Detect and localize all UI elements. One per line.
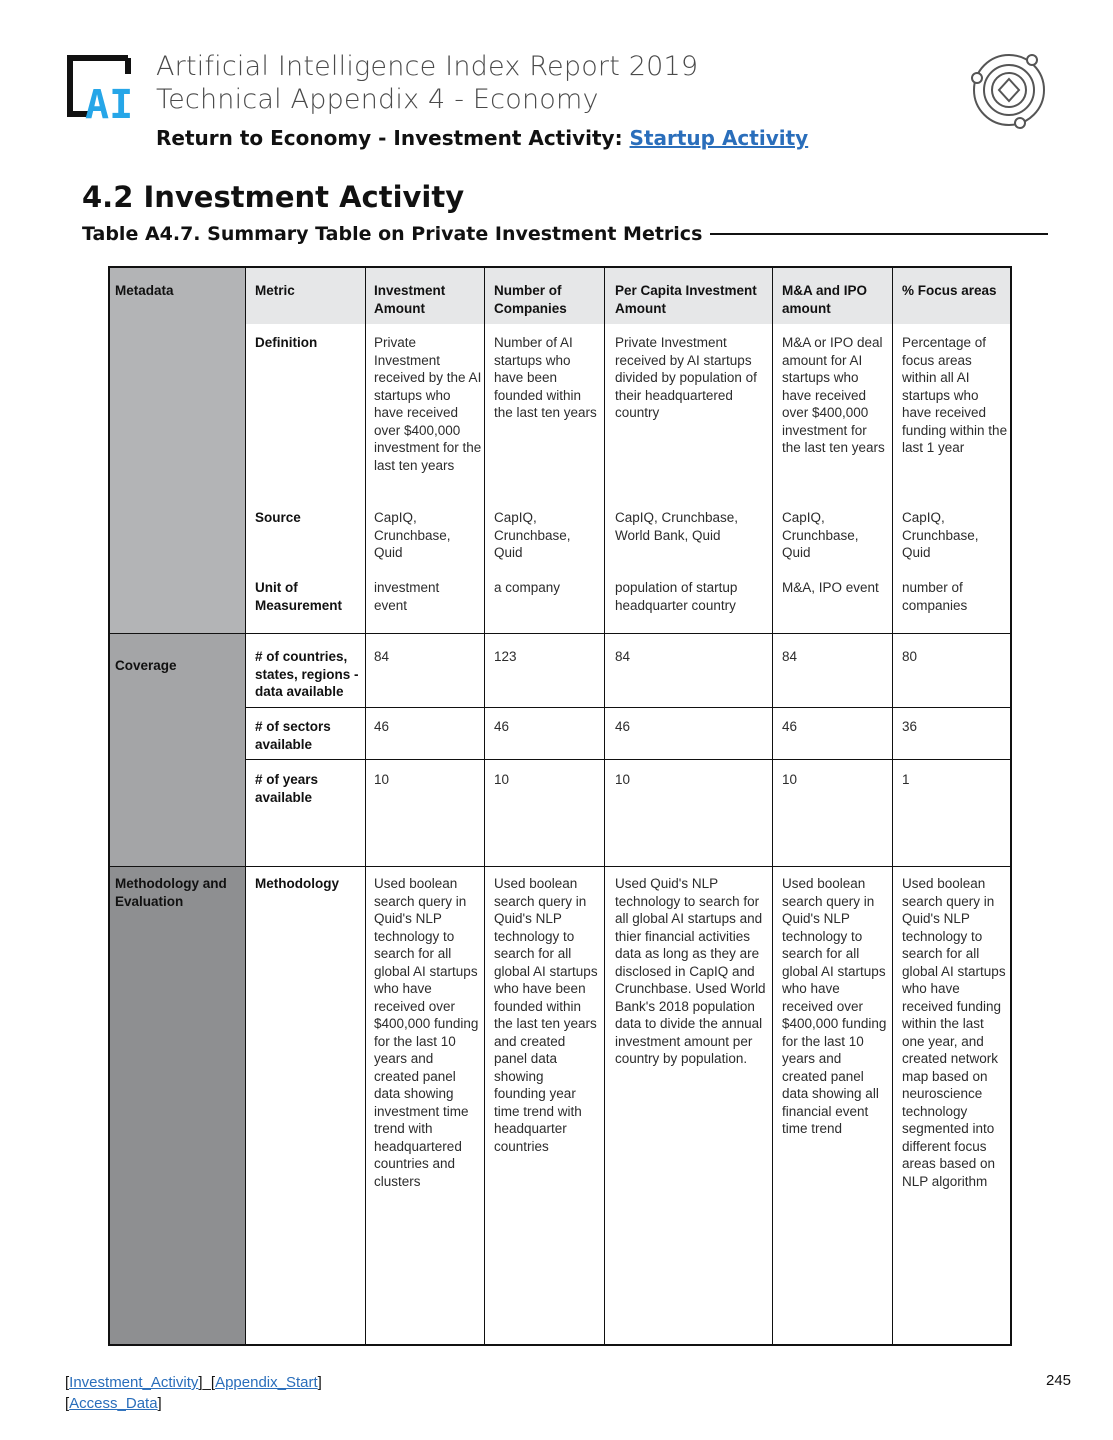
report-title-line1: Artificial Intelligence Index Report 2019 [156,51,699,82]
unit-ma-ipo: M&A, IPO event [782,580,879,595]
header-per-capita: Per Capita Investment Amount [615,283,757,316]
countries-per-capita: 84 [615,649,631,664]
report-title [156,50,698,116]
source-number-of-companies: CapIQ, Crunchbase, Quid [494,510,571,560]
section-title: 4.2 Investment Activity [82,180,465,214]
col-divider [484,268,485,1344]
row-label-methodology: Methodology [255,876,339,891]
countries-focus-areas: 80 [902,649,918,664]
row-label-years: # of years available [255,772,319,805]
row-label-source: Source [255,510,301,525]
source-ma-ipo: CapIQ, Crunchbase, Quid [782,510,859,560]
sectors-investment-amount: 46 [374,719,390,734]
definition-focus-areas: Percentage of focus areas within all AI startups who have received funding within the last 1 year [902,335,1008,455]
logo-text: AI [85,82,134,120]
methodology-group-bg [110,866,245,1344]
col-divider [772,268,773,1344]
startup-activity-link[interactable]: Startup Activity [629,126,809,150]
header-investment-amount: Investment Amount [374,283,446,316]
years-number-of-companies: 10 [494,772,510,787]
source-focus-areas: CapIQ, Crunchbase, Quid [902,510,979,560]
methodology-focus-areas: Used boolean search query in Quid's NLP technology to search for all global AI startups who have received funding within the last one year, and created network map based on neuroscience technology segmented into different focus areas based on NLP algorithm [902,876,1006,1189]
unit-investment-amount: investment event [374,580,440,613]
table-title-rule [710,233,1048,235]
unit-focus-areas: number of companies [902,580,968,613]
ai-index-logo [64,52,142,120]
sectors-number-of-companies: 46 [494,719,510,734]
years-investment-amount: 10 [374,772,390,787]
col-divider [604,268,605,1344]
definition-investment-amount: Private Investment received by the AI startups who have received over $400,000 investment for the last ten years [374,335,482,473]
methodology-investment-amount: Used boolean search query in Quid's NLP technology to search for all global AI startups who have received over $400,000 funding for the last 10 years and created panel data showing investment time trend with headquartered countries and clusters [374,876,479,1189]
source-investment-amount: CapIQ, Crunchbase, Quid [374,510,451,560]
sectors-per-capita: 46 [615,719,631,734]
countries-number-of-companies: 123 [494,649,517,664]
return-prefix: Return to Economy - Investment Activity: [156,126,630,150]
header-metadata: Metadata [115,283,174,298]
footer-links: [Investment_Activity]_[Appendix_Start] [Access_Data] [65,1374,322,1412]
metadata-group-bg [110,268,245,633]
col-divider [892,268,893,1344]
unit-number-of-companies: a company [494,580,561,595]
group-coverage: Coverage [115,658,177,673]
years-per-capita: 10 [615,772,631,787]
return-line [156,126,808,150]
row-label-unit: Unit of Measurement [255,580,343,613]
col-divider [245,268,246,1344]
header-ma-ipo: M&A and IPO amount [782,283,868,316]
investment-metrics-table [108,266,1012,1346]
definition-ma-ipo: M&A or IPO deal amount for AI startups who have received over $400,000 investment for the last ten years [782,335,885,455]
methodology-number-of-companies: Used boolean search query in Quid's NLP technology to search for all global AI startups who have been founded within the last ten years and created panel data showing founding year time trend with headquarter countries [494,876,598,1154]
table-title-text: Table A4.7. Summary Table on Private Investment Metrics [82,223,703,245]
countries-investment-amount: 84 [374,649,390,664]
methodology-ma-ipo: Used boolean search query in Quid's NLP technology to search for all global AI startups who have received over $400,000 funding for the last 10 years and created panel data showing all financial event time trend [782,876,887,1136]
col-divider [365,268,366,1344]
unit-per-capita: population of startup headquarter country [615,580,738,613]
access-data-link[interactable]: Access_Data [69,1395,158,1412]
header-metric: Metric [255,283,295,298]
years-focus-areas: 1 [902,772,910,787]
report-title-line2: Technical Appendix 4 - Economy [156,84,599,115]
appendix-start-link[interactable]: Appendix_Start [215,1374,318,1391]
group-methodology: Methodology and Evaluation [115,876,227,909]
definition-number-of-companies: Number of AI startups who have been founded within the last ten years [494,335,597,420]
header-focus-areas: % Focus areas [902,283,997,298]
row-label-countries: # of countries, states, regions - data available [255,649,359,699]
row-label-definition: Definition [255,335,318,350]
header-number-of-companies: Number of Companies [494,283,567,316]
sectors-focus-areas: 36 [902,719,918,734]
definition-per-capita: Private Investment received by AI startups divided by population of their headquartered country [615,335,757,420]
methodology-per-capita: Used Quid's NLP technology to search for all global AI startups and thier financial activities data as long as they are disclosed in CapIQ and Crunchbase. Used World Bank's 2018 population data to divide the annual investment amount per country by population. [615,876,766,1066]
orbit-emblem-icon [968,52,1048,132]
countries-ma-ipo: 84 [782,649,798,664]
source-per-capita: CapIQ, Crunchbase, World Bank, Quid [615,510,739,543]
sectors-ma-ipo: 46 [782,719,798,734]
row-label-sectors: # of sectors available [255,719,331,752]
years-ma-ipo: 10 [782,772,798,787]
investment-activity-link[interactable]: Investment_Activity [69,1374,199,1391]
page-number: 245 [1046,1372,1072,1389]
row-divider [245,707,1010,708]
table-title [82,223,1048,245]
row-divider [245,759,1010,760]
